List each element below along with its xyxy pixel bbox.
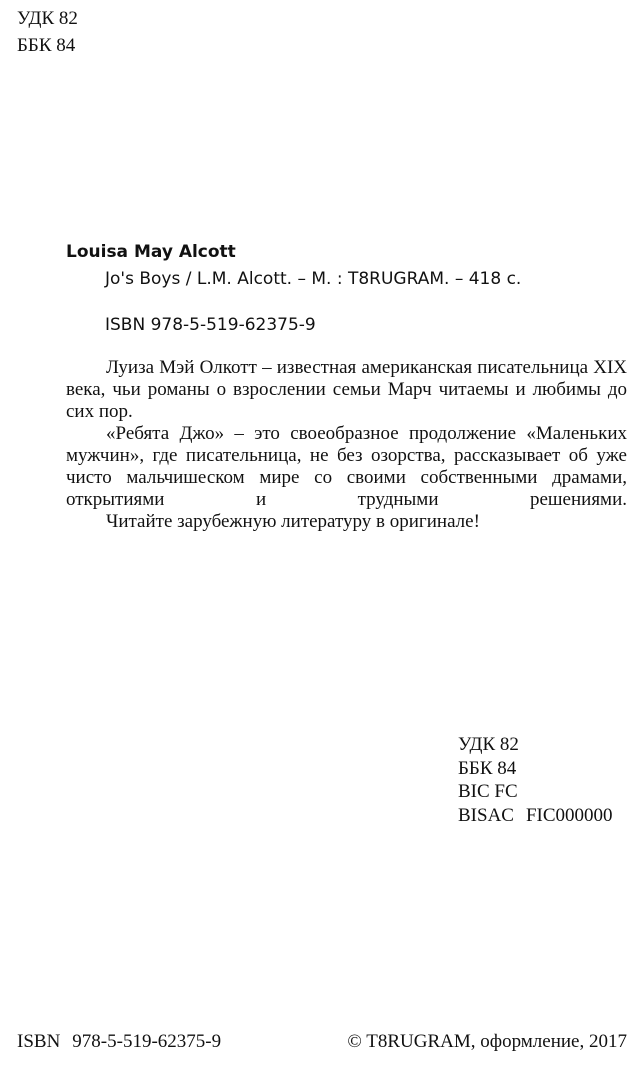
header-bbk: ББК 84 bbox=[17, 35, 76, 56]
classification-block bbox=[458, 733, 613, 827]
annotation-paragraph: Луиза Мэй Олкотт – известная американская писательница XIX века, чьи романы о взрослении семьи Марч читаемы и любимы до сих пор. bbox=[66, 357, 627, 422]
footer-copyright: © T8RUGRAM, оформление, 2017 bbox=[347, 1031, 627, 1052]
classification-bbk: ББК 84 bbox=[458, 757, 517, 779]
footer-isbn-label: ISBN bbox=[17, 1031, 61, 1052]
bisac-label: BISAC bbox=[458, 804, 514, 826]
footer-isbn bbox=[17, 1031, 221, 1053]
bibliographic-isbn: ISBN 978-5-519-62375-9 bbox=[105, 315, 316, 335]
header-udk: УДК 82 bbox=[17, 8, 78, 29]
author-name: Louisa May Alcott bbox=[66, 242, 236, 262]
bisac-code: FIC000000 bbox=[525, 804, 613, 826]
annotation bbox=[66, 357, 627, 533]
classification-udk: УДК 82 bbox=[458, 734, 519, 755]
classification-bisac bbox=[458, 804, 613, 828]
classification-bic: BIC FC bbox=[458, 781, 518, 802]
footer-isbn-number: 978-5-519-62375-9 bbox=[72, 1031, 222, 1052]
annotation-paragraph: Читайте зарубежную литературу в оригинале! bbox=[106, 511, 480, 532]
bibliographic-title-line: Jo's Boys / L.M. Alcott. – M. : T8RUGRAM. – 418 c. bbox=[105, 269, 522, 289]
annotation-paragraph: «Ребята Джо» – это своеобразное продолжение «Маленьких мужчин», где писательница, не без озорства, рассказывает об уже чисто мальчишеском мире со своими собственными драмами, открытиями и трудными решениями. bbox=[66, 423, 627, 510]
